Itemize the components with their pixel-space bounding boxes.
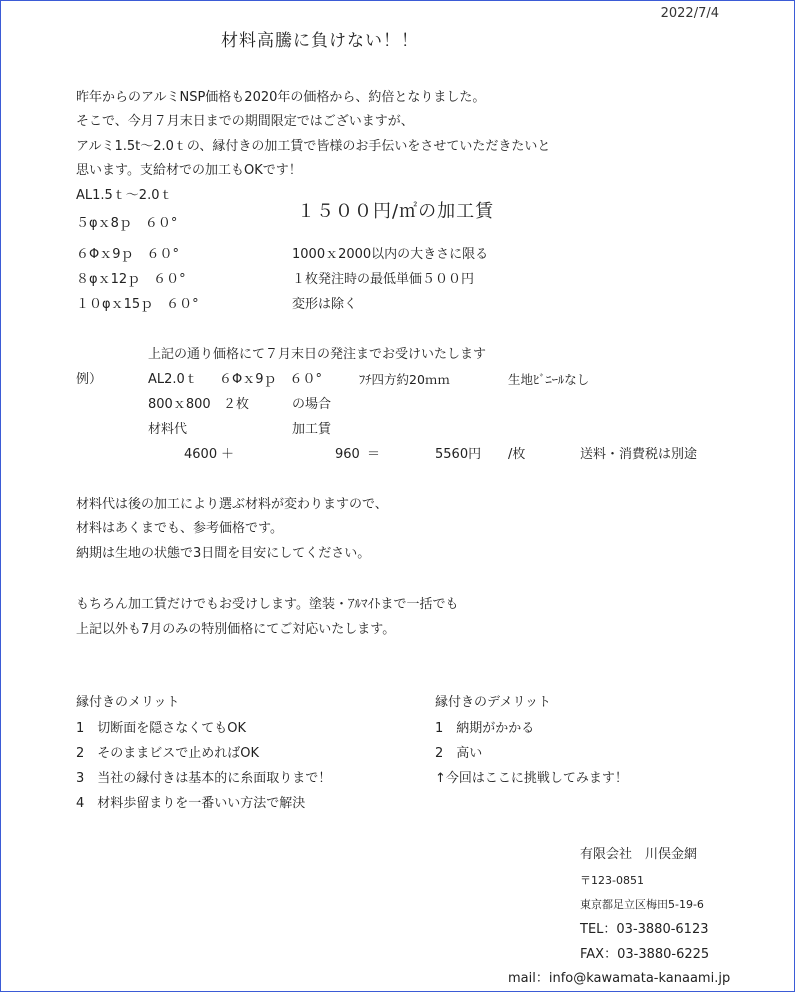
spec-pattern: ６Φｘ9ｐ ６０° xyxy=(76,247,180,262)
company-name: 有限会社 川俣金網 xyxy=(580,847,698,862)
company-address: 東京都足立区梅田5-19-6 xyxy=(580,898,704,911)
spec-condition: 1000ｘ2000以内の大きさに限る xyxy=(292,247,489,262)
spec-pattern: ８φｘ12ｐ ６０° xyxy=(76,272,186,287)
spec-pattern: ５φｘ8ｐ ６０° xyxy=(76,216,178,231)
example-label: 例） xyxy=(76,372,103,387)
note-line: 材料代は後の加工により選ぶ材料が変わりますので、 xyxy=(76,497,388,512)
example-qty: ２枚 xyxy=(223,397,250,412)
merits-title: 縁付きのメリット xyxy=(76,695,180,710)
plus-sign: ＋ xyxy=(221,447,235,462)
example-total: 5560円 xyxy=(435,447,482,462)
page-title: 材料高騰に負けない！！ xyxy=(221,31,419,51)
merit-item: 3 当社の縁付きは基本的に糸面取りまで！ xyxy=(76,771,332,786)
company-fax: FAX：03-3880-6225 xyxy=(580,947,710,962)
demerits-title: 縁付きのデメリット xyxy=(435,695,551,710)
demerit-item: 1 納期がかかる xyxy=(435,721,535,736)
company-postal: 〒123-0851 xyxy=(580,874,644,887)
example-case: の場合 xyxy=(292,397,332,412)
example-note: 上記の通り価格にて７月末日の発注までお受けいたします xyxy=(148,347,487,362)
price-headline: １５００円/㎡の加工賃 xyxy=(297,201,495,222)
spec-condition: 変形は除く xyxy=(292,297,358,312)
intro-line: 思います。支給材での加工もOKです！ xyxy=(76,163,302,178)
merit-item: 2 そのままビスで止めればOK xyxy=(76,746,260,761)
offer-line: 上記以外も7月のみの特別価格にてご対応いたします。 xyxy=(76,622,396,637)
example-processing-label: 加工賃 xyxy=(292,422,332,437)
note-line: 納期は生地の状態で3日間を目安にしてください。 xyxy=(76,546,371,561)
offer-line: もちろん加工賃だけでもお受けします。塗装・ｱﾙﾏｲﾄまで一括でも xyxy=(76,597,459,612)
demerit-item: ↑今回はここに挑戦してみます！ xyxy=(435,771,628,786)
demerit-item: 2 高い xyxy=(435,746,483,761)
intro-line: アルミ1.5t～2.0ｔの、縁付きの加工賃で皆様のお手伝いをさせていただきたいと xyxy=(76,139,551,154)
example-material-label: 材料代 xyxy=(148,422,188,437)
spec-material: AL1.5ｔ～2.0ｔ xyxy=(76,188,173,203)
example-per-sheet: /枚 xyxy=(508,447,526,462)
intro-line: そこで、今月７月末日までの期間限定ではございますが、 xyxy=(76,114,414,129)
merit-item: 4 材料歩留まりを一番いい方法で解決 xyxy=(76,796,306,811)
example-vinyl: 生地ﾋﾞﾆｰﾙなし xyxy=(508,372,590,387)
merit-item: 1 切断面を隠さなくてもOK xyxy=(76,721,247,736)
document-date: 2022/7/4 xyxy=(660,6,719,21)
example-pattern: ６Φｘ9ｐ ６０° xyxy=(219,372,323,387)
equals-sign: ＝ xyxy=(367,447,381,462)
intro-line: 昨年からのアルミNSP価格も2020年の価格から、約倍となりました。 xyxy=(76,90,486,105)
example-material-price: 4600 xyxy=(184,447,218,462)
example-processing-price: 960 xyxy=(335,447,360,462)
spec-condition: １枚発注時の最低単価５００円 xyxy=(292,272,475,287)
example-frame: ﾌﾁ四方約20ｍｍ xyxy=(359,372,450,387)
company-tel: TEL：03-3880-6123 xyxy=(580,922,709,937)
example-tax-note: 送料・消費税は別途 xyxy=(580,447,698,462)
company-mail: mail：info@kawamata-kanaami.jp xyxy=(508,971,731,986)
example-size: 800ｘ800 xyxy=(148,397,211,412)
example-item: AL2.0ｔ xyxy=(148,372,198,387)
note-line: 材料はあくまでも、参考価格です。 xyxy=(76,521,283,536)
spec-pattern: １０φｘ15ｐ ６０° xyxy=(76,297,199,312)
